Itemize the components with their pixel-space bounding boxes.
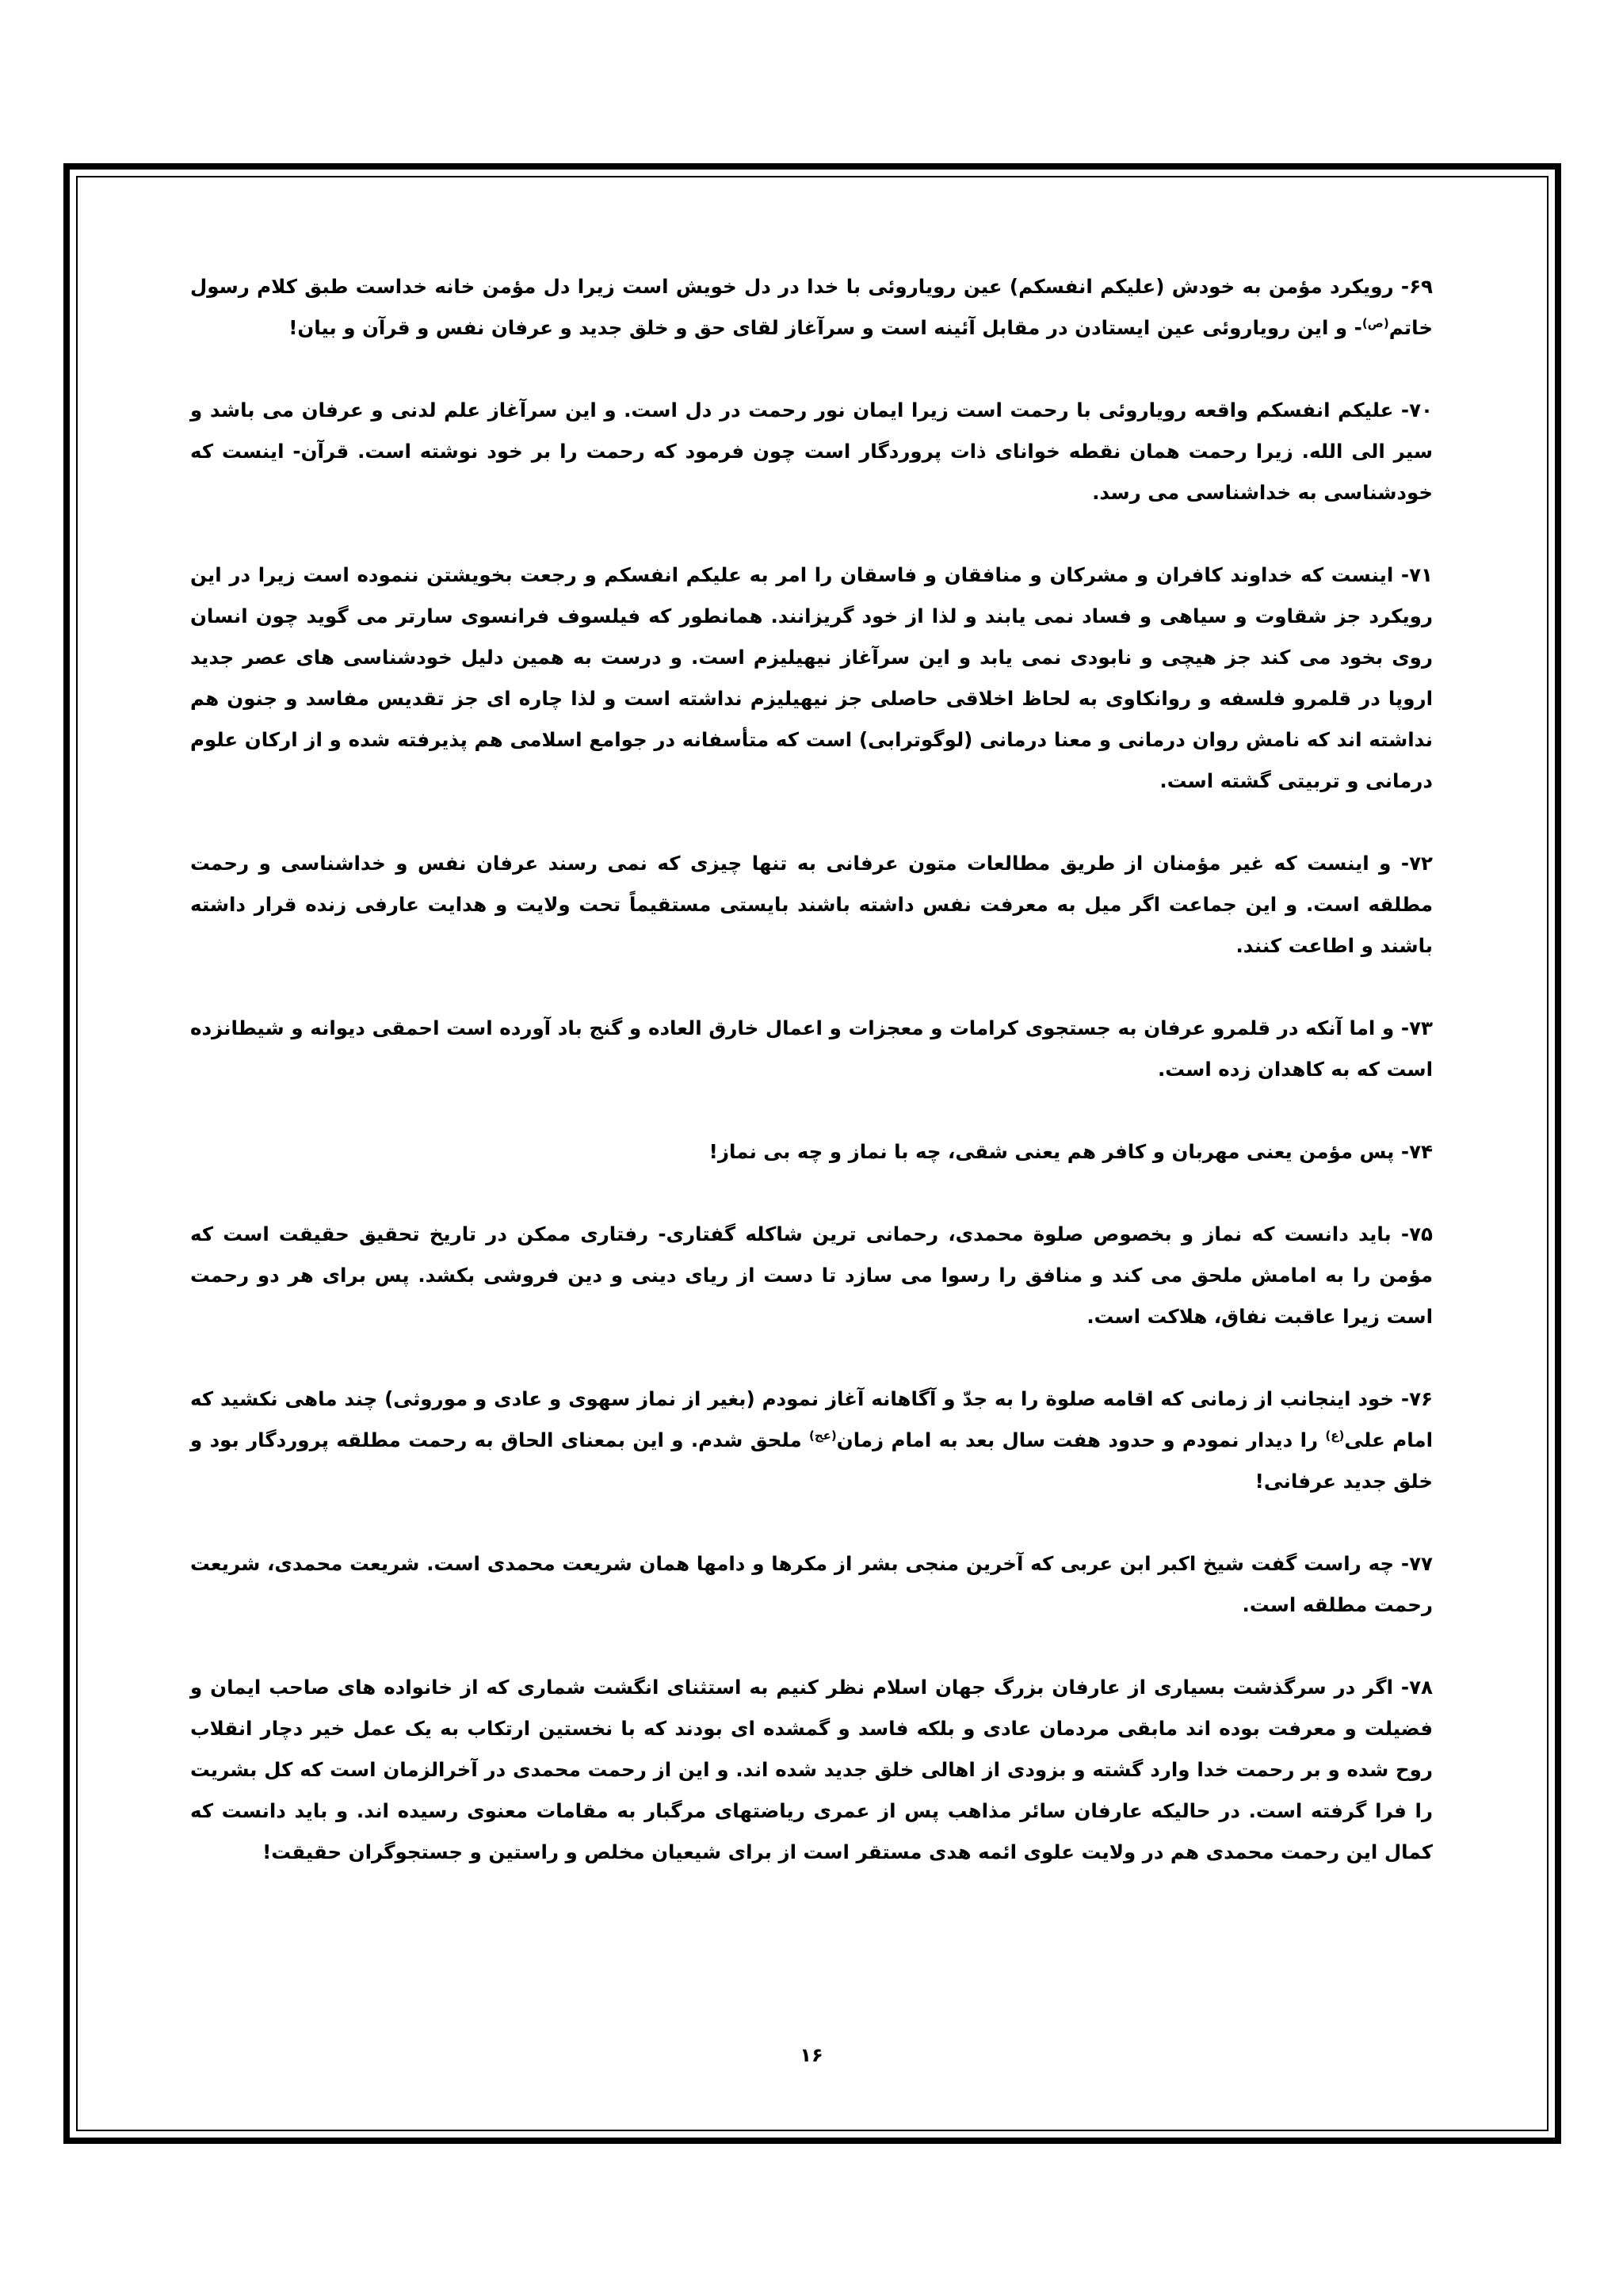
paragraph-69: ۶۹- رویکرد مؤمن به خودش (علیکم انفسکم) عین رویاروئی با خدا در دل خویش است زیرا دل مؤمن خانه خداست طبق کلام رسول خاتم$^{(ص)}$- و این رویاروئی عین ایستادن در مقابل آئینه است و سرآغاز لقای حق و خلق جدید و عرفان نفس و قرآن و بیان!: [190, 275, 1433, 339]
paragraph-73: ۷۳- و اما آنکه در قلمرو عرفان به جستجوی کرامات و معجزات و اعمال خارق العاده و گنج باد آورده است احمقی دیوانه و شیطانزده است که به کاهدان زده است.: [190, 1016, 1433, 1081]
paragraph-75: ۷۵- باید دانست که نماز و بخصوص صلوة محمدی، رحمانی ترین شاکله گفتاری- رفتاری ممکن در تاریخ تحقیق حقیقت است که مؤمن را به امامش ملحق می کند و منافق را رسوا می سازد تا دست از ریای دینی و دین فروشی بکشد. پس برای هر دو رحمت است زیرا عاقبت نفاق، هلاکت است.: [190, 1222, 1433, 1328]
document-body: [190, 266, 1433, 1914]
paragraph-76: ۷۶- خود اینجانب از زمانی که اقامه صلوة را به جدّ و آگاهانه آغاز نمودم (بغیر از نماز سهوی و عادی و موروثی) چند ماهی نکشید که امام علی$^{(ع)}$ را دیدار نمودم و حدود هفت سال بعد به امام زمان$^{(عج)}$ ملحق شدم. و این بمعنای الحاق به رحمت مطلقه پروردگار بود و خلق جدید عرفانی!: [190, 1387, 1433, 1493]
paragraph-74: ۷۴- پس مؤمن یعنی مهربان و کافر هم یعنی شقی، چه با نماز و چه بی نماز!: [708, 1140, 1433, 1163]
superscript-ajjal: (عج): [809, 1428, 837, 1443]
paragraph-71: ۷۱- اینست که خداوند کافران و مشرکان و منافقان و فاسقان را امر به علیکم انفسکم و رجعت بخویشتن ننموده است زیرا در این رویکرد جز شقاوت و سیاهی و فساد نمی یابند و لذا از خود گریزانند. همانطور که فیلسوف فرانسوی سارتر می گوید چون انسان روی بخود می کند جز هیچی و نابودی نمی یابد و این سرآغاز نیهیلیزم است. و درست به همین دلیل خودشناسی های عصر جدید اروپا در قلمرو فلسفه و روانکاوی به لحاظ اخلاقی حاصلی جز نیهیلیزم نداشته است و لذا چاره ای جز تقدیس مفاسد و جنون هم نداشته اند که نامش روان درمانی و معنا درمانی (لوگوترابی) است که متأسفانه در جوامع اسلامی هم پذیرفته شده و از ارکان علوم درمانی و تربیتی گشته است.: [190, 563, 1433, 792]
paragraph-78: ۷۸- اگر در سرگذشت بسیاری از عارفان بزرگ جهان اسلام نظر کنیم به استثنای انگشت شماری که از خانواده های صاحب ایمان و فضیلت و معرفت بوده اند مابقی مردمان عادی و بلکه فاسد و گمشده ای بودند که با نخستین ارتکاب به یک عمل خیر دچار انقلاب روح شده و بر رحمت خدا وارد گشته و بزودی از اهالی خلق جدید شده اند. و این از رحمت محمدی در آخرالزمان است که کل بشریت را فرا گرفته است. در حالیکه عارفان سائر مذاهب پس از عمری ریاضتهای مرگبار به مقامات معنوی رسیده اند. و باید دانست که کمال این رحمت محمدی هم در ولایت علوی ائمه هدی مستقر است از برای شیعیان مخلص و راستین و جستجوگران حقیقت!: [190, 1676, 1433, 1863]
superscript-alayhi-salam: (ع): [1325, 1428, 1345, 1443]
paragraph-77: ۷۷- چه راست گفت شیخ اکبر ابن عربی که آخرین منجی بشر از مکرها و دامها همان شریعت محمدی است. شریعت محمدی، شریعت رحمت مطلقه است.: [190, 1552, 1433, 1616]
paragraph-72: ۷۲- و اینست که غیر مؤمنان از طریق مطالعات متون عرفانی به تنها چیزی که نمی رسند عرفان نفس و خداشناسی و رحمت مطلقه است. و این جماعت اگر میل به معرفت نفس داشته باشند بایستی مستقیماً تحت ولایت و هدایت عارفی زنده قرار داشته باشند و اطاعت کنند.: [190, 852, 1433, 957]
page-number: ۱۶: [800, 2044, 823, 2066]
superscript-salawat: (ص): [1361, 315, 1389, 330]
paragraph-70: ۷۰- علیکم انفسکم واقعه رویاروئی با رحمت است زیرا ایمان نور رحمت در دل است. و این سرآغاز علم لدنی و عرفان می باشد و سیر الی الله. زیرا رحمت همان نقطه خوانای ذات پروردگار است چون فرمود که رحمت را بر خود نوشته است. قرآن- اینست که خودشناسی به خداشناسی می رسد.: [190, 399, 1433, 504]
